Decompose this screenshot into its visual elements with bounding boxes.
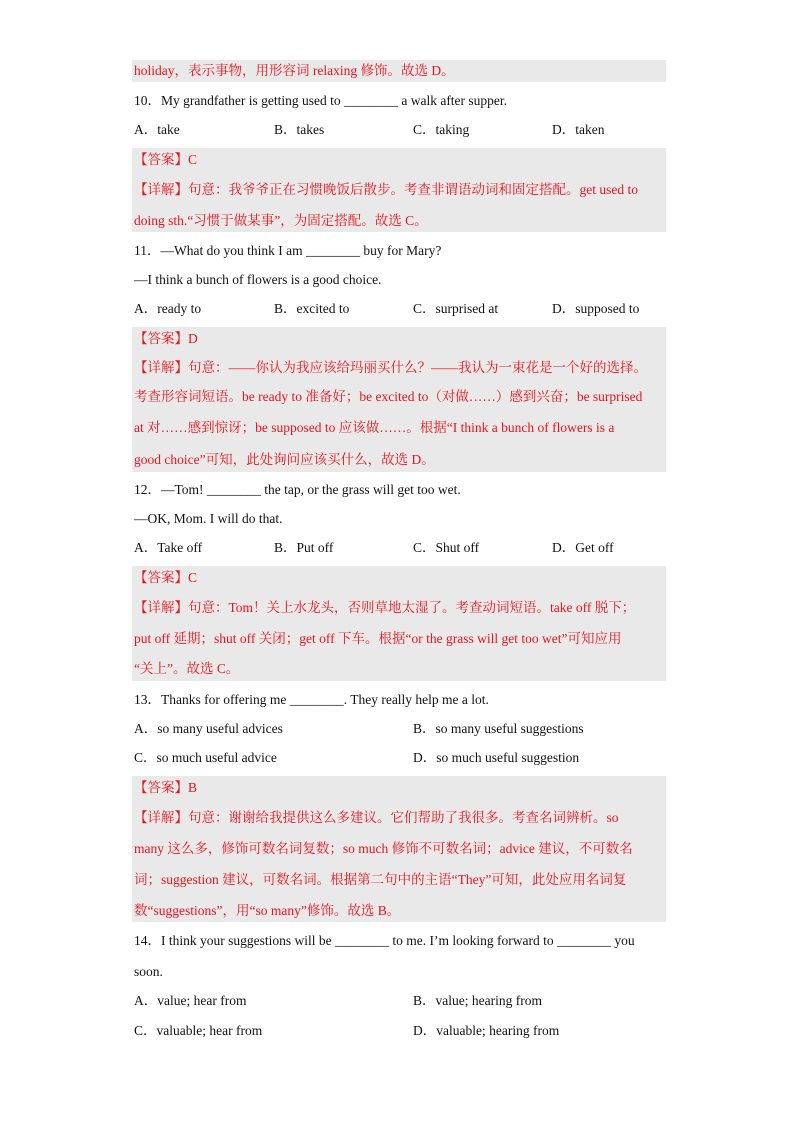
question-13-stem: 13．Thanks for offering me ________. They really help me a lot. (134, 692, 489, 707)
explanation-line: 词；suggestion 建议，可数名词。根据第二句中的主语“They”可知，此处应用名词复 (134, 872, 627, 887)
option-d: D．Get off (552, 540, 614, 555)
explanation-line: good choice”可知，此处询问应该买什么，故选 D。 (134, 452, 435, 467)
explanation-line: put off 延期；shut off 关闭；get off 下车。根据“or the grass will get too wet”可知应用 (134, 631, 622, 646)
option-a: A．value; hear from (134, 993, 247, 1008)
option-c: C．valuable; hear from (134, 1023, 263, 1038)
explanation-line: 【详解】句意：——你认为我应该给玛丽买什么？——我认为一束花是一个好的选择。 (134, 360, 647, 375)
option-a: A．take (134, 122, 180, 137)
explanation-line: 【详解】句意：我爷爷正在习惯晚饭后散步。考查非谓语动词和固定搭配。get used to (134, 182, 638, 197)
answer-label: 【答案】C (134, 570, 198, 585)
option-b: B．takes (274, 122, 325, 137)
question-11-stem-2: —I think a bunch of flowers is a good choice. (134, 272, 382, 287)
option-c: C．surprised at (413, 301, 499, 316)
explanation-line: 数“suggestions”，用“so many”修饰。故选 B。 (134, 903, 401, 918)
option-d: D．so much useful suggestion (413, 750, 580, 765)
answer-label: 【答案】D (134, 331, 198, 346)
explanation-line: “关上”。故选 C。 (134, 661, 240, 676)
option-d: D．supposed to (552, 301, 640, 316)
option-b: B．value; hearing from (413, 993, 542, 1008)
question-10-stem: 10．My grandfather is getting used to ________ a walk after supper. (134, 93, 508, 108)
question-11-stem: 11．—What do you think I am ________ buy for Mary? (134, 243, 442, 258)
question-14-stem: 14．I think your suggestions will be ________ to me. I’m looking forward to ________ you (134, 933, 635, 948)
answer-label: 【答案】B (134, 780, 198, 795)
option-b: B．excited to (274, 301, 350, 316)
answer-label: 【答案】C (134, 152, 198, 167)
option-c: C．so much useful advice (134, 750, 277, 765)
explanation-line: many 这么多，修饰可数名词复数；so much 修饰不可数名词；advice 建议，不可数名 (134, 841, 633, 856)
option-b: B．Put off (274, 540, 334, 555)
explanation-line: doing sth.“习惯于做某事”，为固定搭配。故选 C。 (134, 213, 428, 228)
option-a: A．ready to (134, 301, 202, 316)
question-14-stem-2: soon. (134, 964, 163, 979)
option-d: D．taken (552, 122, 605, 137)
option-c: C．taking (413, 122, 470, 137)
option-a: A．Take off (134, 540, 203, 555)
explanation-line: 【详解】句意：Tom！关上水龙头，否则草地太湿了。考查动词短语。take off 脱下； (134, 600, 636, 615)
explanation-line: at 对……感到惊讶；be supposed to 应该做……。根据“I think a bunch of flowers is a (134, 420, 615, 435)
explanation-line: 考查形容词短语。be ready to 准备好；be excited to（对做……）感到兴奋；be surprised (134, 389, 643, 404)
option-c: C．Shut off (413, 540, 480, 555)
question-12-stem: 12．—Tom! ________ the tap, or the grass will get too wet. (134, 482, 461, 497)
question-12-stem-2: —OK, Mom. I will do that. (134, 511, 283, 526)
explanation-line: 【详解】句意：谢谢给我提供这么多建议。它们帮助了我很多。考查名词辨析。so (134, 810, 619, 825)
option-a: A．so many useful advices (134, 721, 283, 736)
explanation-line: holiday，表示事物，用形容词 relaxing 修饰。故选 D。 (134, 63, 455, 78)
option-b: B．so many useful suggestions (413, 721, 584, 736)
option-d: D．valuable; hearing from (413, 1023, 560, 1038)
